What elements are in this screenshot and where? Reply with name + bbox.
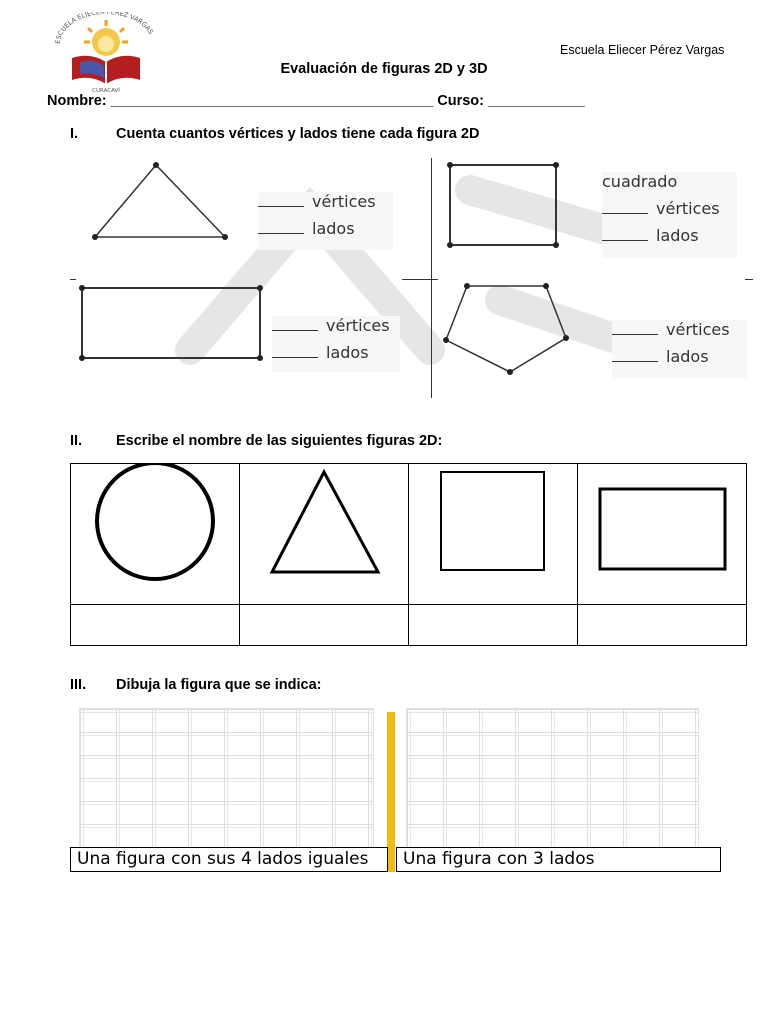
left-caption: Una figura con sus 4 lados iguales [70, 847, 388, 872]
triangle-answer-box [258, 192, 393, 250]
square-icon [409, 464, 575, 599]
pentagon-sides-blank[interactable] [612, 347, 658, 362]
yellow-divider [387, 712, 395, 872]
triangle-vertices-blank[interactable] [258, 192, 304, 207]
left-drawing-grid[interactable] [79, 708, 374, 849]
square-vertices-blank[interactable] [602, 199, 648, 214]
section-1-number: I. [70, 126, 79, 142]
pentagon-answer-box [612, 320, 747, 378]
vertices-label: vértices [312, 192, 376, 211]
table-cell [578, 464, 747, 605]
table-cell [240, 464, 409, 605]
table-cell [409, 464, 578, 605]
rectangle-answer-box [272, 316, 400, 372]
sides-label: lados [656, 226, 699, 245]
right-caption: Una figura con 3 lados [396, 847, 721, 872]
table-row [71, 464, 747, 605]
vertices-label: vértices [666, 320, 730, 339]
circle-icon [71, 464, 237, 599]
pentagon-vertices-blank[interactable] [612, 320, 658, 335]
section-3-heading [70, 677, 750, 697]
logo-text-bottom: CURACAVÍ [92, 88, 120, 94]
square-name-label: cuadrado [602, 172, 678, 191]
shape-names-table [70, 463, 747, 646]
section-1-instruction: Cuenta cuantos vértices y lados tiene cada figura 2D [116, 126, 480, 142]
rectangle-icon [578, 464, 750, 599]
table-row [71, 605, 747, 646]
section-2-heading [70, 433, 750, 453]
rectangle-figure [76, 282, 266, 367]
answer-cell-3[interactable] [409, 605, 578, 646]
answer-cell-2[interactable] [240, 605, 409, 646]
square-sides-blank[interactable] [602, 226, 648, 241]
rectangle-vertices-blank[interactable] [272, 316, 318, 331]
triangle-sides-blank[interactable] [258, 219, 304, 234]
vertices-label: vértices [656, 199, 720, 218]
rectangle-sides-blank[interactable] [272, 343, 318, 358]
horizontal-divider [402, 279, 438, 280]
section-2-number: II. [70, 433, 83, 449]
answer-cell-4[interactable] [578, 605, 747, 646]
page-title: Evaluación de figuras 2D y 3D [280, 61, 488, 77]
divider-tick [745, 279, 753, 280]
divider-tick [70, 279, 76, 280]
name-course-line: Nombre: ________________________________________ Curso: ____________ [47, 93, 585, 109]
triangle-icon [240, 464, 408, 599]
vertices-label: vértices [326, 316, 390, 335]
section-2-instruction: Escribe el nombre de las siguientes figuras 2D: [116, 433, 443, 449]
triangle-figure [88, 160, 233, 245]
section-3-number: III. [70, 677, 87, 693]
square-figure [442, 158, 567, 253]
answer-cell-1[interactable] [71, 605, 240, 646]
square-answer-box [602, 172, 737, 258]
sides-label: lados [326, 343, 369, 362]
sides-label: lados [312, 219, 355, 238]
school-logo [50, 12, 162, 94]
section-3-instruction: Dibuja la figura que se indica: [116, 677, 322, 693]
school-name: Escuela Eliecer Pérez Vargas [560, 43, 725, 57]
table-cell [71, 464, 240, 605]
vertical-divider [431, 158, 432, 398]
section-1-heading [70, 126, 750, 146]
logo-text-top: ESCUELA ELIECER PÉREZ VARGAS [53, 12, 155, 45]
sides-label: lados [666, 347, 709, 366]
pentagon-figure [436, 278, 576, 378]
right-drawing-grid[interactable] [406, 708, 699, 849]
